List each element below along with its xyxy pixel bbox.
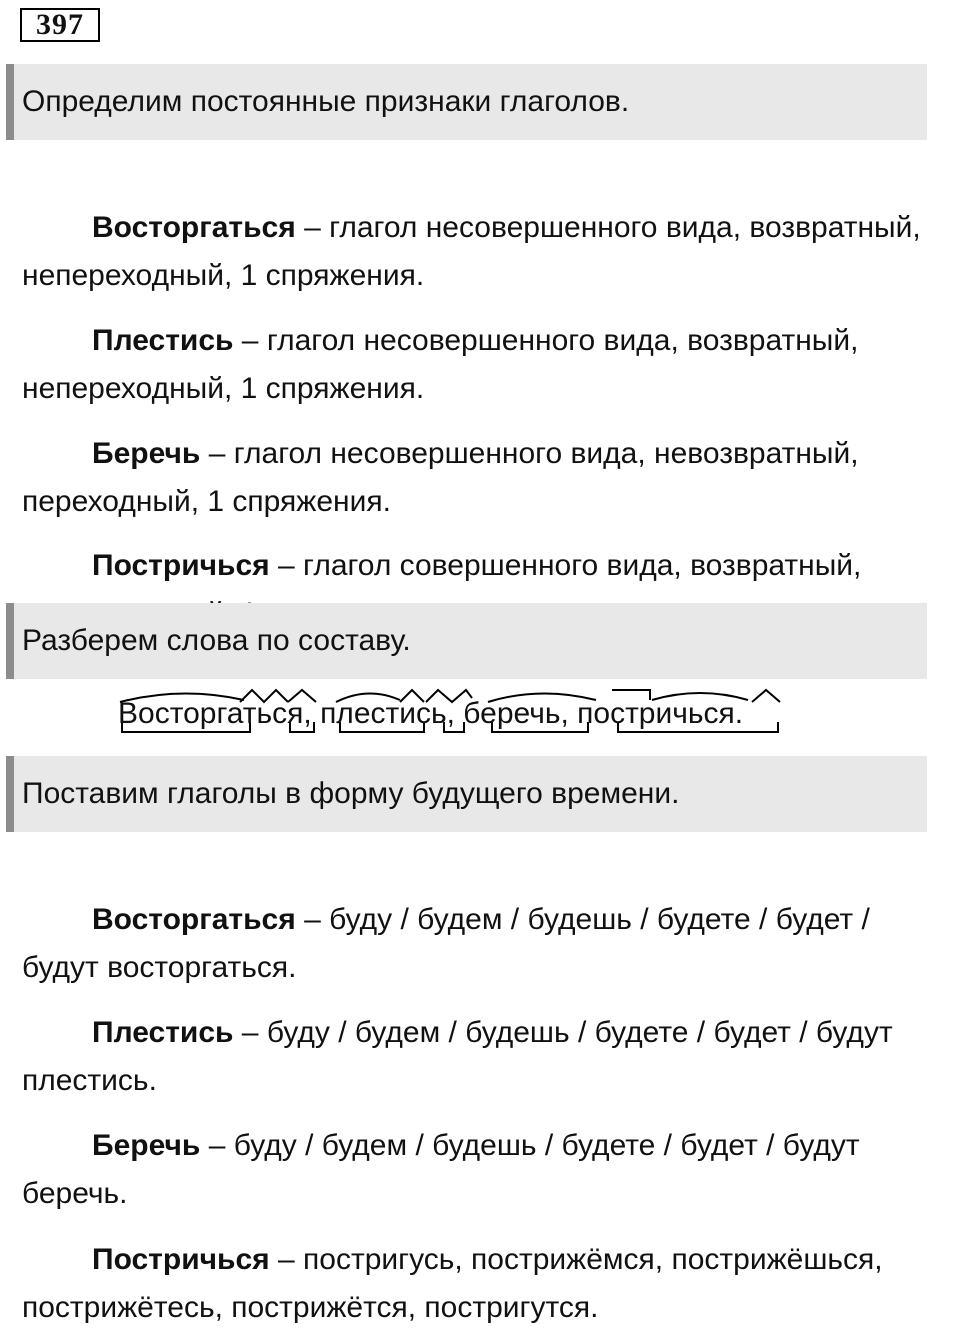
- future-forms: – постригусь, пострижёмся, пострижёшься, пострижётесь, пострижётся, постригутся.: [22, 1243, 883, 1324]
- morpheme-word: Восторгаться: [118, 697, 304, 730]
- morpheme-analysis: [0, 684, 960, 746]
- section-heading-future: [6, 756, 927, 832]
- verb-word: Постричься: [92, 1243, 270, 1276]
- separator: ,: [560, 697, 578, 730]
- future-forms: – буду / будем / будешь / будете / будет / будут восторгаться.: [22, 903, 870, 984]
- verb-description: – глагол совершенного вида, возвратный,: [278, 549, 862, 582]
- future-paragraph: [22, 1188, 942, 1332]
- section-heading-features: [6, 64, 927, 140]
- section-heading-morphemes: [6, 603, 927, 679]
- separator: ,: [446, 697, 464, 730]
- verb-description: – глагол несовершенного вида, возвратный, непереходный, 1 спряжения.: [22, 324, 859, 405]
- postfix-mark: [752, 690, 780, 702]
- section-heading-text: Разберем слова по составу.: [22, 624, 411, 657]
- morpheme-word: постричься: [577, 697, 735, 730]
- verb-word: Беречь: [92, 1129, 201, 1162]
- section-heading-text: Поставим глаголы в форму будущего времени.: [22, 777, 680, 810]
- verb-word: Плестись: [92, 1016, 234, 1049]
- morpheme-word: беречь: [463, 697, 561, 730]
- verb-word: Постричься: [92, 549, 270, 582]
- future-forms: – буду / будем / будешь / будете / будет / будут плестись.: [22, 1016, 893, 1097]
- future-forms: – буду / будем / будешь / будете / будет / будут беречь.: [22, 1129, 860, 1210]
- morpheme-word: плестись: [320, 697, 447, 730]
- section-heading-text: Определим постоянные признаки глаголов.: [22, 85, 630, 118]
- separator: .: [734, 697, 744, 730]
- verb-description: – глагол несовершенного вида, возвратный, непереходный, 1 спряжения.: [22, 211, 921, 292]
- morpheme-words: [118, 694, 743, 734]
- separator: ,: [303, 697, 321, 730]
- verb-word: Восторгаться: [92, 903, 296, 936]
- verb-description: – глагол несовершенного вида, невозвратный, переходный, 1 спряжения.: [22, 437, 859, 518]
- verb-word: Восторгаться: [92, 211, 296, 244]
- verb-word: Плестись: [92, 324, 234, 357]
- verb-word: Беречь: [92, 437, 201, 470]
- exercise-number: 397: [20, 8, 100, 42]
